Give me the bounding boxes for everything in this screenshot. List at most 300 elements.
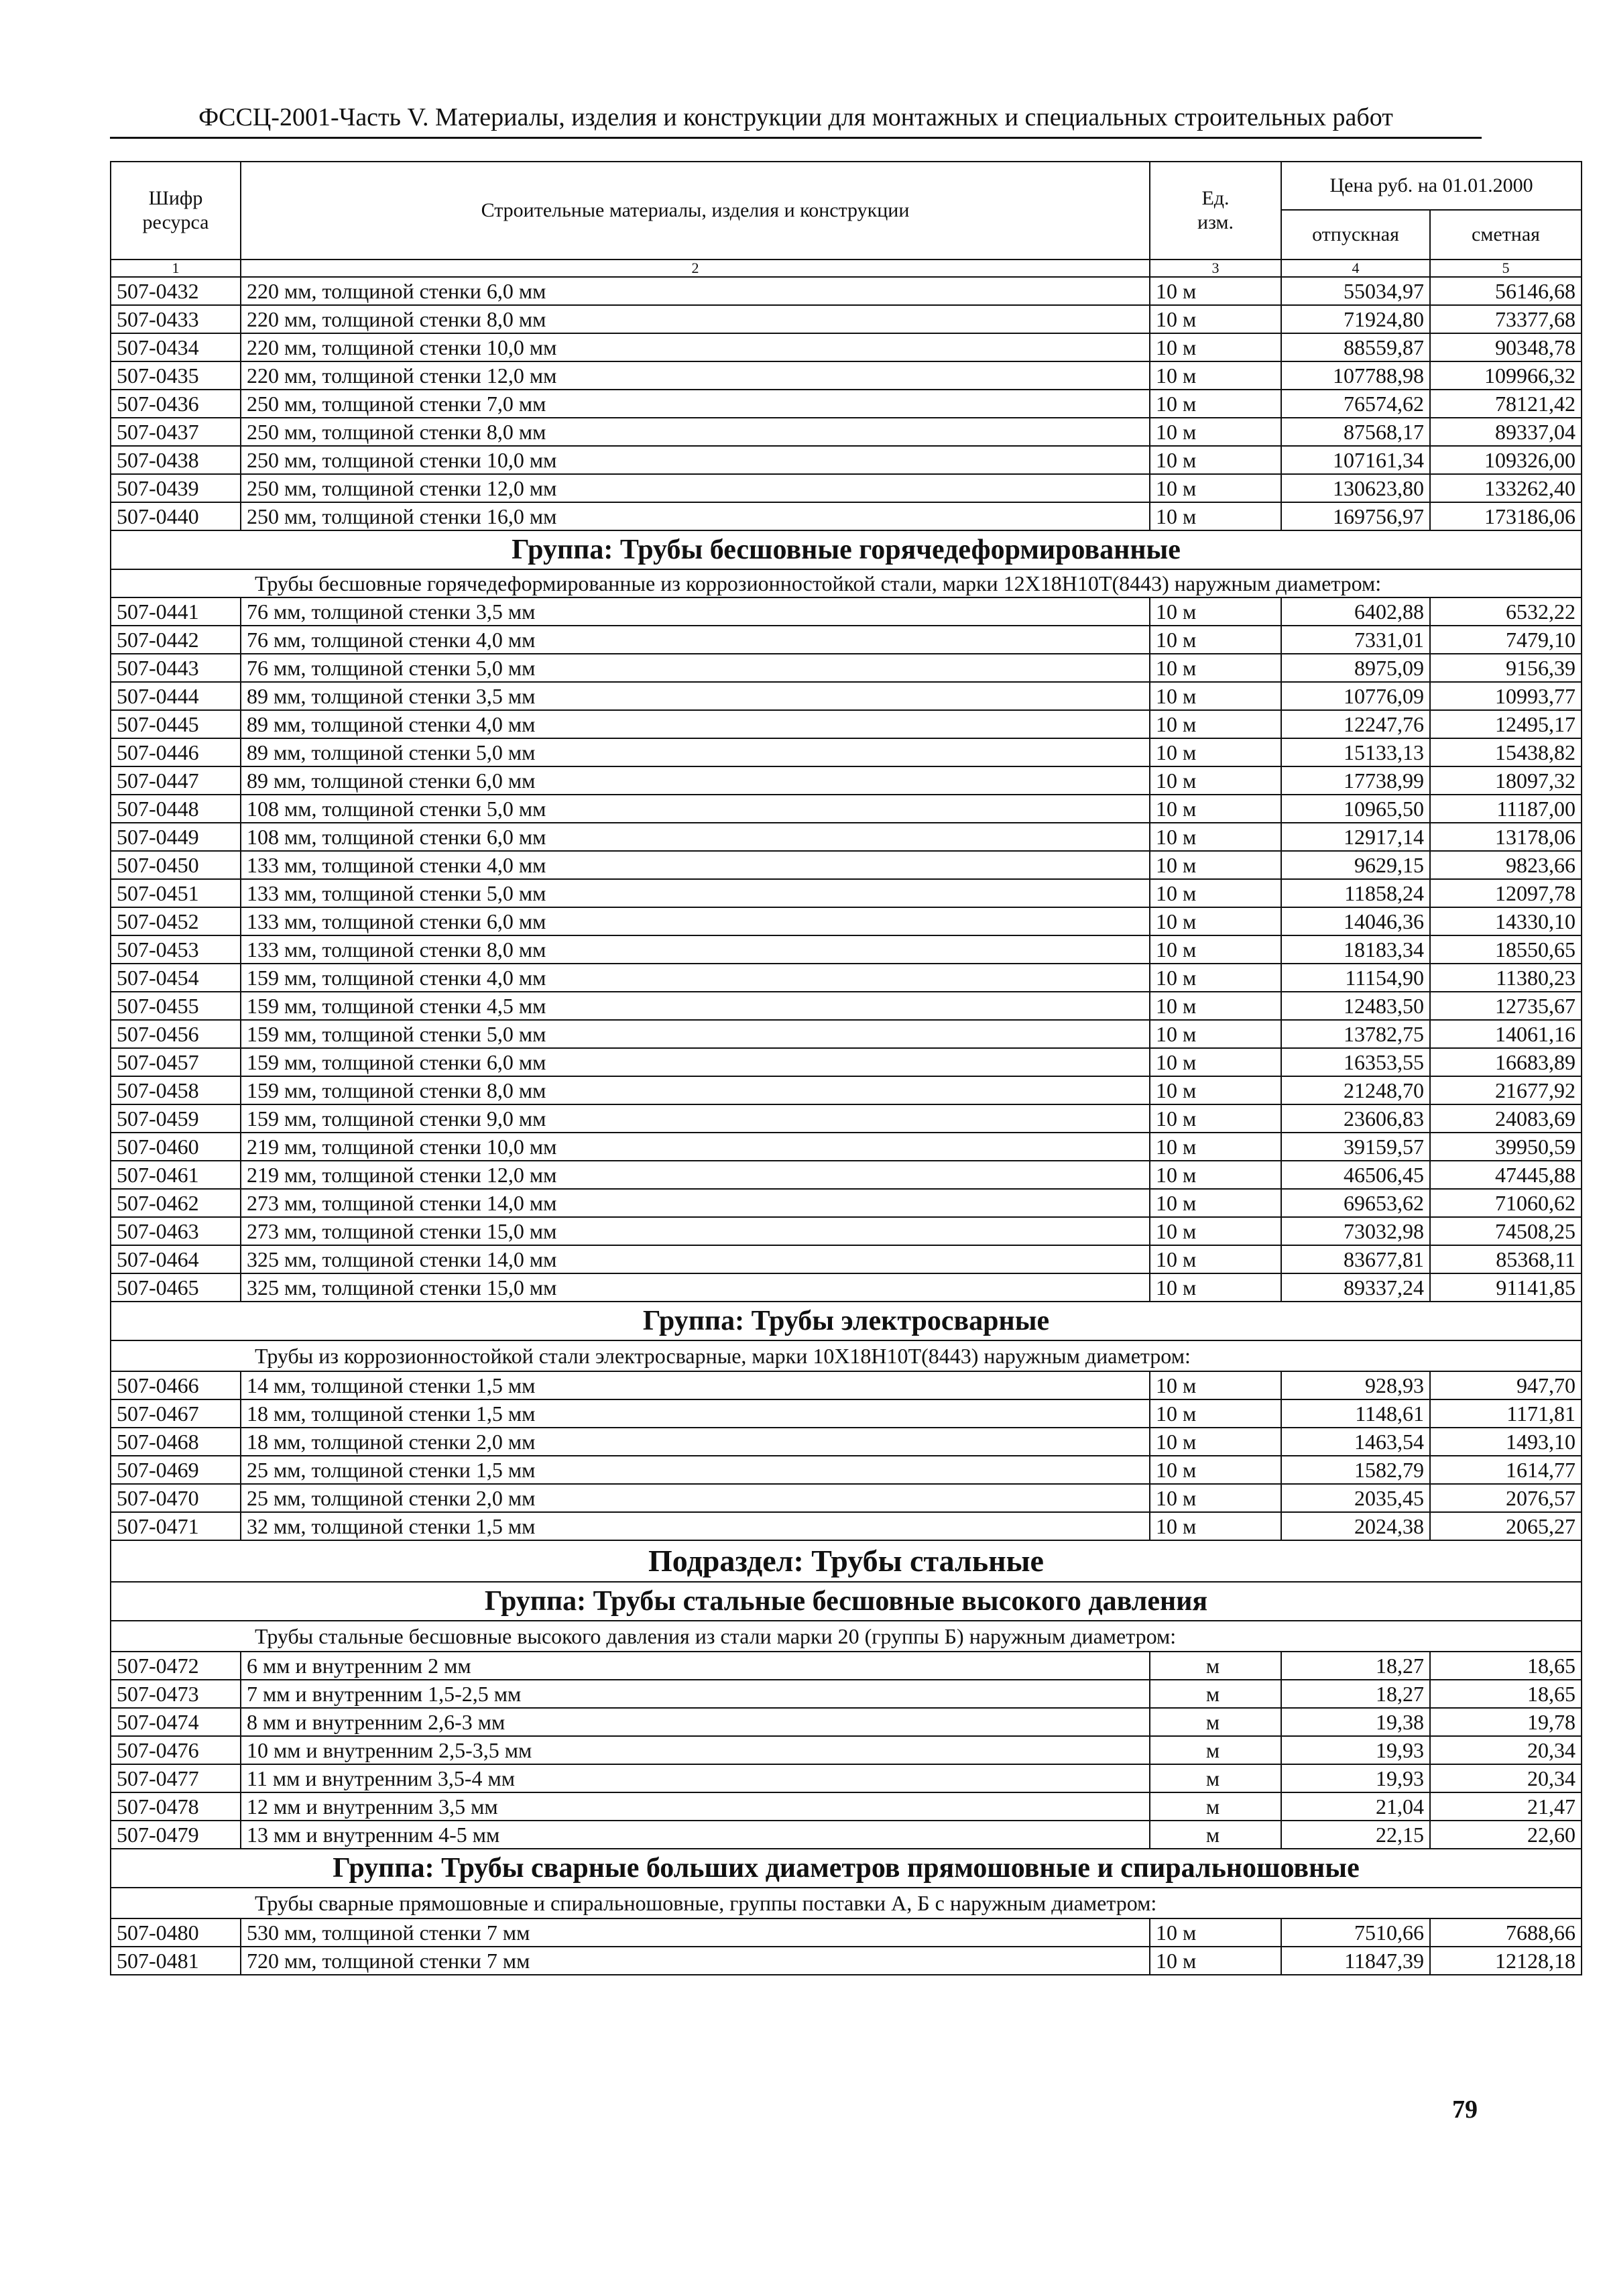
unit: 10 м bbox=[1150, 305, 1281, 333]
release-price: 107788,98 bbox=[1281, 361, 1430, 390]
resource-code: 507-0449 bbox=[111, 823, 241, 851]
table-body bbox=[111, 260, 1582, 1975]
estimate-price: 6532,22 bbox=[1430, 597, 1582, 626]
table-row bbox=[111, 935, 1582, 964]
estimate-price: 18,65 bbox=[1430, 1652, 1582, 1680]
item-name: 8 мм и внутренним 2,6-3 мм bbox=[241, 1708, 1150, 1736]
group-description-row bbox=[111, 569, 1582, 597]
item-name: 250 мм, толщиной стенки 10,0 мм bbox=[241, 446, 1150, 474]
resource-code: 507-0447 bbox=[111, 766, 241, 795]
table-row bbox=[111, 1792, 1582, 1821]
resource-code: 507-0440 bbox=[111, 502, 241, 530]
item-name: 25 мм, толщиной стенки 2,0 мм bbox=[241, 1484, 1150, 1512]
unit: 10 м bbox=[1150, 1371, 1281, 1399]
column-number: 2 bbox=[241, 260, 1150, 277]
release-price: 7510,66 bbox=[1281, 1918, 1430, 1947]
column-number: 1 bbox=[111, 260, 241, 277]
group-description: Трубы стальные бесшовные высокого давления из стали марки 20 (группы Б) наружным диаметром: bbox=[111, 1621, 1582, 1652]
resource-code: 507-0438 bbox=[111, 446, 241, 474]
resource-code: 507-0456 bbox=[111, 1020, 241, 1048]
unit: 10 м bbox=[1150, 1484, 1281, 1512]
resource-code: 507-0466 bbox=[111, 1371, 241, 1399]
resource-code: 507-0453 bbox=[111, 935, 241, 964]
header-name: Строительные материалы, изделия и конструкции bbox=[241, 162, 1150, 260]
item-name: 32 мм, толщиной стенки 1,5 мм bbox=[241, 1512, 1150, 1540]
unit: м bbox=[1150, 1792, 1281, 1821]
resource-code: 507-0450 bbox=[111, 851, 241, 879]
release-price: 10776,09 bbox=[1281, 682, 1430, 710]
table-row bbox=[111, 1076, 1582, 1104]
table-row bbox=[111, 1708, 1582, 1736]
table-row bbox=[111, 277, 1582, 305]
table-row bbox=[111, 333, 1582, 361]
group-title: Группа: Трубы электросварные bbox=[111, 1302, 1582, 1340]
release-price: 169756,97 bbox=[1281, 502, 1430, 530]
release-price: 16353,55 bbox=[1281, 1048, 1430, 1076]
subsection-title: Подраздел: Трубы стальные bbox=[111, 1540, 1582, 1582]
release-price: 18,27 bbox=[1281, 1680, 1430, 1708]
resource-code: 507-0474 bbox=[111, 1708, 241, 1736]
release-price: 10965,50 bbox=[1281, 795, 1430, 823]
resource-code: 507-0477 bbox=[111, 1764, 241, 1792]
item-name: 530 мм, толщиной стенки 7 мм bbox=[241, 1918, 1150, 1947]
unit: 10 м bbox=[1150, 907, 1281, 935]
unit: 10 м bbox=[1150, 851, 1281, 879]
unit: 10 м bbox=[1150, 1104, 1281, 1133]
table-row bbox=[111, 1189, 1582, 1217]
release-price: 22,15 bbox=[1281, 1821, 1430, 1849]
estimate-price: 20,34 bbox=[1430, 1764, 1582, 1792]
release-price: 9629,15 bbox=[1281, 851, 1430, 879]
table-row bbox=[111, 1484, 1582, 1512]
unit: 10 м bbox=[1150, 992, 1281, 1020]
unit: м bbox=[1150, 1764, 1281, 1792]
item-name: 89 мм, толщиной стенки 5,0 мм bbox=[241, 738, 1150, 766]
unit: 10 м bbox=[1150, 710, 1281, 738]
item-name: 220 мм, толщиной стенки 6,0 мм bbox=[241, 277, 1150, 305]
release-price: 88559,87 bbox=[1281, 333, 1430, 361]
resource-code: 507-0451 bbox=[111, 879, 241, 907]
table-row bbox=[111, 1764, 1582, 1792]
release-price: 21,04 bbox=[1281, 1792, 1430, 1821]
release-price: 14046,36 bbox=[1281, 907, 1430, 935]
table-row bbox=[111, 474, 1582, 502]
table-row bbox=[111, 418, 1582, 446]
release-price: 1148,61 bbox=[1281, 1399, 1430, 1428]
unit: 10 м bbox=[1150, 1020, 1281, 1048]
item-name: 76 мм, толщиной стенки 3,5 мм bbox=[241, 597, 1150, 626]
item-name: 219 мм, толщиной стенки 12,0 мм bbox=[241, 1161, 1150, 1189]
unit: 10 м bbox=[1150, 390, 1281, 418]
unit: 10 м bbox=[1150, 1273, 1281, 1302]
estimate-price: 1171,81 bbox=[1430, 1399, 1582, 1428]
release-price: 39159,57 bbox=[1281, 1133, 1430, 1161]
unit: 10 м bbox=[1150, 766, 1281, 795]
table-row bbox=[111, 390, 1582, 418]
table-row bbox=[111, 992, 1582, 1020]
item-name: 76 мм, толщиной стенки 5,0 мм bbox=[241, 654, 1150, 682]
table-row bbox=[111, 446, 1582, 474]
unit: 10 м bbox=[1150, 1133, 1281, 1161]
release-price: 11154,90 bbox=[1281, 964, 1430, 992]
estimate-price: 14330,10 bbox=[1430, 907, 1582, 935]
table-row bbox=[111, 1821, 1582, 1849]
resource-code: 507-0433 bbox=[111, 305, 241, 333]
estimate-price: 11380,23 bbox=[1430, 964, 1582, 992]
group-title: Группа: Трубы стальные бесшовные высокого давления bbox=[111, 1582, 1582, 1621]
group-title-row bbox=[111, 530, 1582, 569]
unit: 10 м bbox=[1150, 1161, 1281, 1189]
table-row bbox=[111, 1736, 1582, 1764]
resource-code: 507-0446 bbox=[111, 738, 241, 766]
table-row bbox=[111, 626, 1582, 654]
estimate-price: 18097,32 bbox=[1430, 766, 1582, 795]
unit: 10 м bbox=[1150, 1245, 1281, 1273]
estimate-price: 39950,59 bbox=[1430, 1133, 1582, 1161]
unit: 10 м bbox=[1150, 1512, 1281, 1540]
resource-code: 507-0460 bbox=[111, 1133, 241, 1161]
resource-code: 507-0444 bbox=[111, 682, 241, 710]
resource-code: 507-0452 bbox=[111, 907, 241, 935]
estimate-price: 10993,77 bbox=[1430, 682, 1582, 710]
estimate-price: 20,34 bbox=[1430, 1736, 1582, 1764]
resource-code: 507-0448 bbox=[111, 795, 241, 823]
estimate-price: 71060,62 bbox=[1430, 1189, 1582, 1217]
item-name: 273 мм, толщиной стенки 15,0 мм bbox=[241, 1217, 1150, 1245]
estimate-price: 78121,42 bbox=[1430, 390, 1582, 418]
release-price: 19,38 bbox=[1281, 1708, 1430, 1736]
release-price: 2035,45 bbox=[1281, 1484, 1430, 1512]
unit: 10 м bbox=[1150, 654, 1281, 682]
group-description-row bbox=[111, 1621, 1582, 1652]
item-name: 250 мм, толщиной стенки 16,0 мм bbox=[241, 502, 1150, 530]
release-price: 17738,99 bbox=[1281, 766, 1430, 795]
estimate-price: 133262,40 bbox=[1430, 474, 1582, 502]
item-name: 89 мм, толщиной стенки 3,5 мм bbox=[241, 682, 1150, 710]
subsection-title-row bbox=[111, 1540, 1582, 1582]
item-name: 325 мм, толщиной стенки 15,0 мм bbox=[241, 1273, 1150, 1302]
column-number: 5 bbox=[1430, 260, 1582, 277]
table-row bbox=[111, 851, 1582, 879]
release-price: 18,27 bbox=[1281, 1652, 1430, 1680]
release-price: 69653,62 bbox=[1281, 1189, 1430, 1217]
unit: 10 м bbox=[1150, 333, 1281, 361]
column-number: 3 bbox=[1150, 260, 1281, 277]
unit: 10 м bbox=[1150, 1048, 1281, 1076]
release-price: 76574,62 bbox=[1281, 390, 1430, 418]
unit: 10 м bbox=[1150, 1217, 1281, 1245]
estimate-price: 18550,65 bbox=[1430, 935, 1582, 964]
table-row bbox=[111, 1217, 1582, 1245]
estimate-price: 7688,66 bbox=[1430, 1918, 1582, 1947]
table-row bbox=[111, 1652, 1582, 1680]
table-row bbox=[111, 1104, 1582, 1133]
resource-code: 507-0436 bbox=[111, 390, 241, 418]
release-price: 1582,79 bbox=[1281, 1456, 1430, 1484]
resource-code: 507-0470 bbox=[111, 1484, 241, 1512]
release-price: 87568,17 bbox=[1281, 418, 1430, 446]
release-price: 8975,09 bbox=[1281, 654, 1430, 682]
table-row bbox=[111, 1428, 1582, 1456]
group-description-row bbox=[111, 1888, 1582, 1918]
estimate-price: 85368,11 bbox=[1430, 1245, 1582, 1273]
item-name: 12 мм и внутренним 3,5 мм bbox=[241, 1792, 1150, 1821]
release-price: 2024,38 bbox=[1281, 1512, 1430, 1540]
resource-code: 507-0480 bbox=[111, 1918, 241, 1947]
estimate-price: 9156,39 bbox=[1430, 654, 1582, 682]
unit: 10 м bbox=[1150, 738, 1281, 766]
unit: 10 м bbox=[1150, 795, 1281, 823]
release-price: 19,93 bbox=[1281, 1736, 1430, 1764]
unit: 10 м bbox=[1150, 1399, 1281, 1428]
resource-code: 507-0471 bbox=[111, 1512, 241, 1540]
resource-code: 507-0443 bbox=[111, 654, 241, 682]
item-name: 108 мм, толщиной стенки 6,0 мм bbox=[241, 823, 1150, 851]
table-row bbox=[111, 1245, 1582, 1273]
item-name: 133 мм, толщиной стенки 6,0 мм bbox=[241, 907, 1150, 935]
release-price: 12483,50 bbox=[1281, 992, 1430, 1020]
table-row bbox=[111, 1456, 1582, 1484]
resource-code: 507-0445 bbox=[111, 710, 241, 738]
release-price: 12247,76 bbox=[1281, 710, 1430, 738]
unit: 10 м bbox=[1150, 474, 1281, 502]
resource-code: 507-0461 bbox=[111, 1161, 241, 1189]
item-name: 159 мм, толщиной стенки 8,0 мм bbox=[241, 1076, 1150, 1104]
resource-code: 507-0454 bbox=[111, 964, 241, 992]
estimate-price: 11187,00 bbox=[1430, 795, 1582, 823]
unit: 10 м bbox=[1150, 964, 1281, 992]
estimate-price: 1614,77 bbox=[1430, 1456, 1582, 1484]
release-price: 11858,24 bbox=[1281, 879, 1430, 907]
item-name: 18 мм, толщиной стенки 1,5 мм bbox=[241, 1399, 1150, 1428]
release-price: 928,93 bbox=[1281, 1371, 1430, 1399]
unit: 10 м bbox=[1150, 823, 1281, 851]
unit: 10 м bbox=[1150, 1456, 1281, 1484]
unit: м bbox=[1150, 1652, 1281, 1680]
release-price: 46506,45 bbox=[1281, 1161, 1430, 1189]
unit: 10 м bbox=[1150, 879, 1281, 907]
estimate-price: 24083,69 bbox=[1430, 1104, 1582, 1133]
page-number: 79 bbox=[1452, 2096, 1478, 2124]
item-name: 10 мм и внутренним 2,5-3,5 мм bbox=[241, 1736, 1150, 1764]
estimate-price: 21,47 bbox=[1430, 1792, 1582, 1821]
item-name: 159 мм, толщиной стенки 6,0 мм bbox=[241, 1048, 1150, 1076]
table-row bbox=[111, 502, 1582, 530]
resource-code: 507-0481 bbox=[111, 1947, 241, 1975]
resource-code: 507-0434 bbox=[111, 333, 241, 361]
table-row bbox=[111, 654, 1582, 682]
estimate-price: 15438,82 bbox=[1430, 738, 1582, 766]
release-price: 83677,81 bbox=[1281, 1245, 1430, 1273]
release-price: 73032,98 bbox=[1281, 1217, 1430, 1245]
release-price: 13782,75 bbox=[1281, 1020, 1430, 1048]
estimate-price: 19,78 bbox=[1430, 1708, 1582, 1736]
release-price: 12917,14 bbox=[1281, 823, 1430, 851]
item-name: 219 мм, толщиной стенки 10,0 мм bbox=[241, 1133, 1150, 1161]
resource-code: 507-0458 bbox=[111, 1076, 241, 1104]
group-title-row bbox=[111, 1302, 1582, 1340]
resource-code: 507-0469 bbox=[111, 1456, 241, 1484]
release-price: 19,93 bbox=[1281, 1764, 1430, 1792]
group-description: Трубы из коррозионностойкой стали электросварные, марки 10Х18Н10Т(8443) наружным диаметром: bbox=[111, 1340, 1582, 1371]
estimate-price: 22,60 bbox=[1430, 1821, 1582, 1849]
unit: 10 м bbox=[1150, 502, 1281, 530]
estimate-price: 89337,04 bbox=[1430, 418, 1582, 446]
table-row bbox=[111, 879, 1582, 907]
item-name: 159 мм, толщиной стенки 5,0 мм bbox=[241, 1020, 1150, 1048]
group-description-row bbox=[111, 1340, 1582, 1371]
unit: м bbox=[1150, 1736, 1281, 1764]
table-row bbox=[111, 1371, 1582, 1399]
estimate-price: 2065,27 bbox=[1430, 1512, 1582, 1540]
item-name: 159 мм, толщиной стенки 4,5 мм bbox=[241, 992, 1150, 1020]
item-name: 108 мм, толщиной стенки 5,0 мм bbox=[241, 795, 1150, 823]
item-name: 220 мм, толщиной стенки 8,0 мм bbox=[241, 305, 1150, 333]
item-name: 273 мм, толщиной стенки 14,0 мм bbox=[241, 1189, 1150, 1217]
header-release-price: отпускная bbox=[1281, 210, 1430, 260]
estimate-price: 109966,32 bbox=[1430, 361, 1582, 390]
resource-code: 507-0455 bbox=[111, 992, 241, 1020]
estimate-price: 74508,25 bbox=[1430, 1217, 1582, 1245]
estimate-price: 12128,18 bbox=[1430, 1947, 1582, 1975]
table-row bbox=[111, 1048, 1582, 1076]
release-price: 89337,24 bbox=[1281, 1273, 1430, 1302]
estimate-price: 947,70 bbox=[1430, 1371, 1582, 1399]
table-row bbox=[111, 710, 1582, 738]
resource-code: 507-0467 bbox=[111, 1399, 241, 1428]
release-price: 55034,97 bbox=[1281, 277, 1430, 305]
running-header: ФССЦ-2001-Часть V. Материалы, изделия и конструкции для монтажных и специальных строительных работ bbox=[198, 103, 1393, 131]
release-price: 1463,54 bbox=[1281, 1428, 1430, 1456]
item-name: 89 мм, толщиной стенки 6,0 мм bbox=[241, 766, 1150, 795]
table-row bbox=[111, 305, 1582, 333]
resource-code: 507-0463 bbox=[111, 1217, 241, 1245]
item-name: 250 мм, толщиной стенки 7,0 мм bbox=[241, 390, 1150, 418]
unit: 10 м bbox=[1150, 935, 1281, 964]
unit: 10 м bbox=[1150, 277, 1281, 305]
header-rule bbox=[110, 137, 1482, 139]
resource-code: 507-0441 bbox=[111, 597, 241, 626]
estimate-price: 47445,88 bbox=[1430, 1161, 1582, 1189]
column-numbers-row bbox=[111, 260, 1582, 277]
resource-code: 507-0465 bbox=[111, 1273, 241, 1302]
resource-code: 507-0457 bbox=[111, 1048, 241, 1076]
estimate-price: 14061,16 bbox=[1430, 1020, 1582, 1048]
estimate-price: 12495,17 bbox=[1430, 710, 1582, 738]
group-title-row bbox=[111, 1582, 1582, 1621]
table-row bbox=[111, 1399, 1582, 1428]
estimate-price: 9823,66 bbox=[1430, 851, 1582, 879]
estimate-price: 12735,67 bbox=[1430, 992, 1582, 1020]
item-name: 14 мм, толщиной стенки 1,5 мм bbox=[241, 1371, 1150, 1399]
table-row bbox=[111, 1133, 1582, 1161]
release-price: 11847,39 bbox=[1281, 1947, 1430, 1975]
item-name: 220 мм, толщиной стенки 12,0 мм bbox=[241, 361, 1150, 390]
release-price: 6402,88 bbox=[1281, 597, 1430, 626]
release-price: 18183,34 bbox=[1281, 935, 1430, 964]
resource-code: 507-0442 bbox=[111, 626, 241, 654]
resource-code: 507-0432 bbox=[111, 277, 241, 305]
group-title: Группа: Трубы сварные больших диаметров прямошовные и спиральношовные bbox=[111, 1849, 1582, 1888]
unit: м bbox=[1150, 1821, 1281, 1849]
resource-code: 507-0435 bbox=[111, 361, 241, 390]
release-price: 23606,83 bbox=[1281, 1104, 1430, 1133]
group-title-row bbox=[111, 1849, 1582, 1888]
estimate-price: 13178,06 bbox=[1430, 823, 1582, 851]
estimate-price: 2076,57 bbox=[1430, 1484, 1582, 1512]
item-name: 6 мм и внутренним 2 мм bbox=[241, 1652, 1150, 1680]
item-name: 25 мм, толщиной стенки 1,5 мм bbox=[241, 1456, 1150, 1484]
estimate-price: 91141,85 bbox=[1430, 1273, 1582, 1302]
unit: 10 м bbox=[1150, 361, 1281, 390]
table-row bbox=[111, 1273, 1582, 1302]
item-name: 159 мм, толщиной стенки 9,0 мм bbox=[241, 1104, 1150, 1133]
price-table bbox=[110, 161, 1582, 1975]
item-name: 18 мм, толщиной стенки 2,0 мм bbox=[241, 1428, 1150, 1456]
table-row bbox=[111, 597, 1582, 626]
release-price: 71924,80 bbox=[1281, 305, 1430, 333]
resource-code: 507-0473 bbox=[111, 1680, 241, 1708]
item-name: 7 мм и внутренним 1,5-2,5 мм bbox=[241, 1680, 1150, 1708]
release-price: 107161,34 bbox=[1281, 446, 1430, 474]
item-name: 76 мм, толщиной стенки 4,0 мм bbox=[241, 626, 1150, 654]
item-name: 89 мм, толщиной стенки 4,0 мм bbox=[241, 710, 1150, 738]
table-row bbox=[111, 1680, 1582, 1708]
unit: 10 м bbox=[1150, 682, 1281, 710]
item-name: 159 мм, толщиной стенки 4,0 мм bbox=[241, 964, 1150, 992]
table-row bbox=[111, 682, 1582, 710]
header-price: Цена руб. на 01.01.2000 bbox=[1281, 162, 1582, 210]
item-name: 13 мм и внутренним 4-5 мм bbox=[241, 1821, 1150, 1849]
table-row bbox=[111, 738, 1582, 766]
table-row bbox=[111, 1947, 1582, 1975]
table-row bbox=[111, 1020, 1582, 1048]
group-description: Трубы сварные прямошовные и спиральношовные, группы поставки А, Б с наружным диаметром: bbox=[111, 1888, 1582, 1918]
estimate-price: 12097,78 bbox=[1430, 879, 1582, 907]
header-code: Шифр ресурса bbox=[111, 162, 241, 260]
unit: 10 м bbox=[1150, 418, 1281, 446]
item-name: 720 мм, толщиной стенки 7 мм bbox=[241, 1947, 1150, 1975]
unit: м bbox=[1150, 1680, 1281, 1708]
group-title: Группа: Трубы бесшовные горячедеформированные bbox=[111, 530, 1582, 569]
resource-code: 507-0437 bbox=[111, 418, 241, 446]
estimate-price: 16683,89 bbox=[1430, 1048, 1582, 1076]
unit: 10 м bbox=[1150, 1428, 1281, 1456]
estimate-price: 21677,92 bbox=[1430, 1076, 1582, 1104]
resource-code: 507-0464 bbox=[111, 1245, 241, 1273]
release-price: 21248,70 bbox=[1281, 1076, 1430, 1104]
unit: м bbox=[1150, 1708, 1281, 1736]
table-row bbox=[111, 907, 1582, 935]
estimate-price: 56146,68 bbox=[1430, 277, 1582, 305]
item-name: 325 мм, толщиной стенки 14,0 мм bbox=[241, 1245, 1150, 1273]
estimate-price: 90348,78 bbox=[1430, 333, 1582, 361]
unit: 10 м bbox=[1150, 1189, 1281, 1217]
header-estimate-price: сметная bbox=[1430, 210, 1582, 260]
item-name: 250 мм, толщиной стенки 12,0 мм bbox=[241, 474, 1150, 502]
unit: 10 м bbox=[1150, 446, 1281, 474]
resource-code: 507-0459 bbox=[111, 1104, 241, 1133]
resource-code: 507-0472 bbox=[111, 1652, 241, 1680]
resource-code: 507-0462 bbox=[111, 1189, 241, 1217]
item-name: 133 мм, толщиной стенки 8,0 мм bbox=[241, 935, 1150, 964]
resource-code: 507-0478 bbox=[111, 1792, 241, 1821]
table-row bbox=[111, 1918, 1582, 1947]
group-description: Трубы бесшовные горячедеформированные из коррозионностойкой стали, марки 12Х18Н10Т(8443) наружным диаметром: bbox=[111, 569, 1582, 597]
estimate-price: 7479,10 bbox=[1430, 626, 1582, 654]
resource-code: 507-0439 bbox=[111, 474, 241, 502]
resource-code: 507-0476 bbox=[111, 1736, 241, 1764]
